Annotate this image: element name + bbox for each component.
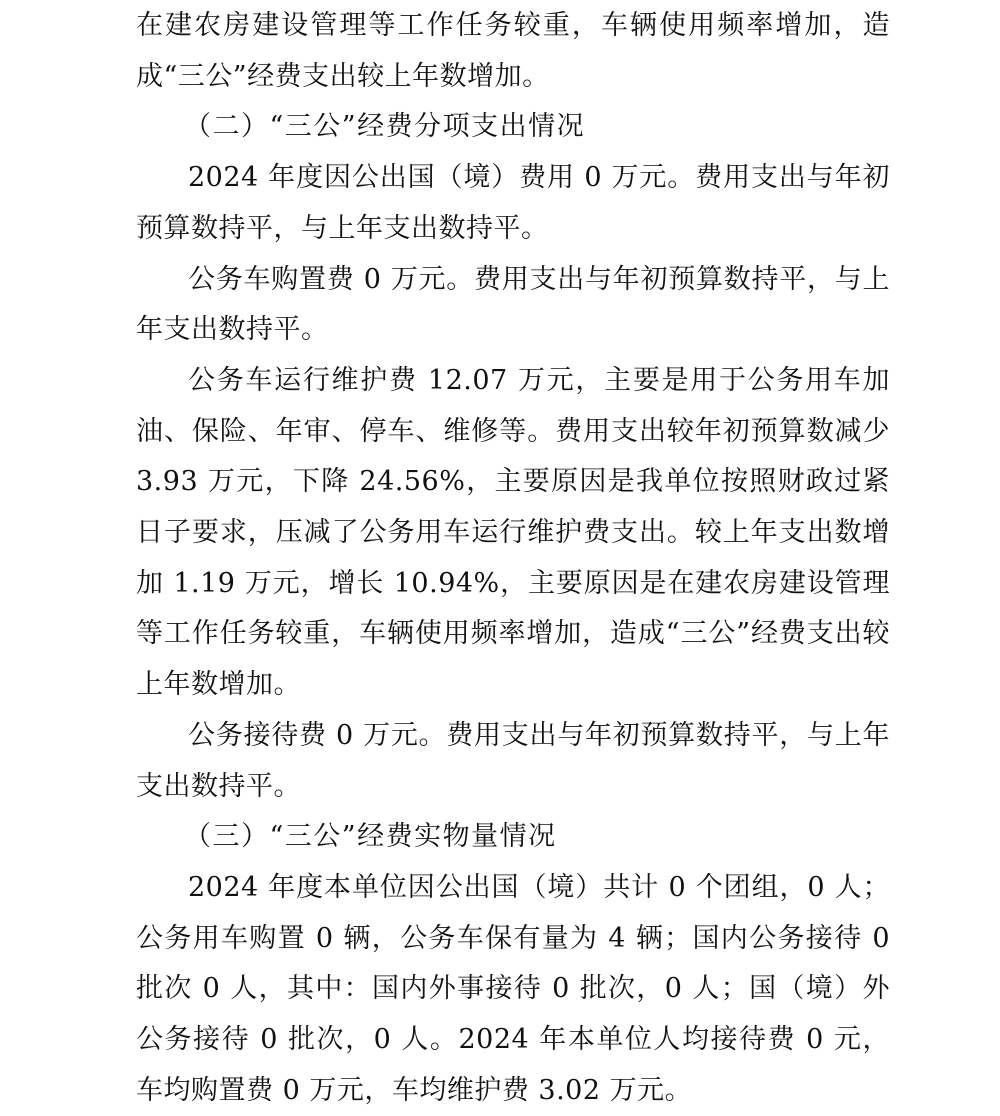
paragraph-overseas-travel: 2024 年度因公出国（境）费用 0 万元。费用支出与年初预算数持平，与上年支出数持平。 — [136, 162, 890, 244]
document-body — [136, 0, 890, 1116]
continuation-paragraph: 在建农房建设管理等工作任务较重，车辆使用频率增加，造成“三公”经费支出较上年数增加。 — [136, 10, 890, 92]
section-heading-physical-quantity: （三）“三公”经费实物量情况 — [184, 821, 557, 853]
paragraph-vehicle-maintenance: 公务车运行维护费 12.07 万元，主要是用于公务用车加油、保险、年审、停车、维修等。费用支出较年初预算数减少 3.93 万元，下降 24.56%，主要原因是我单位按照财政过紧日子要求，压减了公务用车运行维护费支出。较上年支出数增加 1.19 万元，增长 10.94%，主要原因是在建农房建设管理等工作任务较重，车辆使用频率增加，造成“三公”经费支出较上年数增加。 — [136, 364, 890, 701]
section-heading-itemized-expenses: （二）“三公”经费分项支出情况 — [184, 111, 586, 143]
paragraph-vehicle-purchase: 公务车购置费 0 万元。费用支出与年初预算数持平，与上年支出数持平。 — [136, 263, 890, 346]
paragraph-official-reception: 公务接待费 0 万元。费用支出与年初预算数持平，与上年支出数持平。 — [136, 719, 890, 802]
paragraph-physical-quantity: 2024 年度本单位因公出国（境）共计 0 个团组，0 人；公务用车购置 0 辆，公务车保有量为 4 辆；国内公务接待 0 批次 0 人，其中：国内外事接待 0 批次，0 人；国（境）外公务接待 0 批次，0 人。2024 年本单位人均接待费 0 元，车均购置费 0 万元，车均维护费 3.02 万元。 — [136, 871, 890, 1106]
